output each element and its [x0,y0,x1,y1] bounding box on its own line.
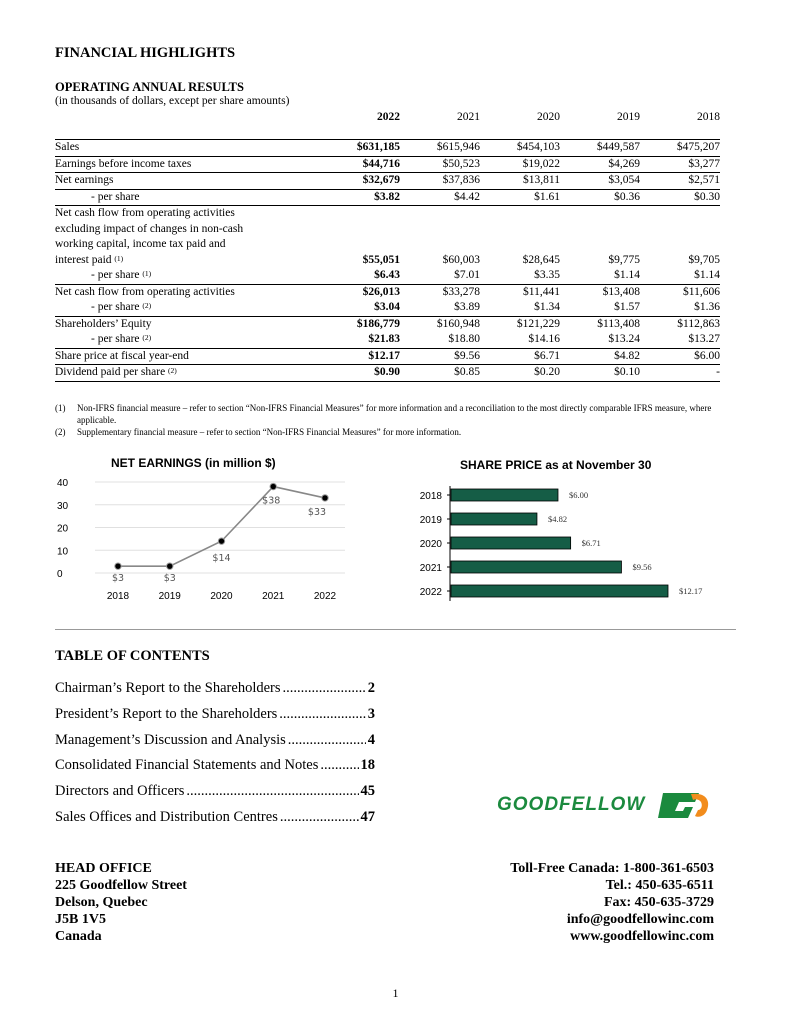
cell-value: $454,103 [480,140,560,157]
cell-value: $615,946 [400,140,480,157]
row-label-text: Net cash flow from operating activities [55,285,235,298]
data-label: $3 [163,573,176,585]
toc-item[interactable] [55,783,375,809]
cell-value: $475,207 [640,140,720,157]
cell-value: $186,779 [356,317,400,330]
toc-item-label: President’s Report to the Shareholders [55,705,278,722]
footnote-number: (2) [55,427,66,437]
toc-leader [280,809,359,826]
head-office-title: HEAD OFFICE [55,861,152,876]
cell-value: $6.43 [322,268,400,284]
cell-value: $19,022 [480,156,560,173]
footnote-text: Supplementary financial measure – refer to section “Non-IFRS Financial Measures” for more information. [77,427,462,437]
y-tick-label: 40 [57,478,69,489]
table-row [55,300,720,316]
footnote-ref: (1) [114,253,124,263]
row-label-text: - per share [91,333,140,345]
cell-value: $1.34 [480,300,560,316]
toc-item-label: Management’s Discussion and Analysis [55,731,286,748]
cell-value: $50,523 [400,156,480,173]
results-subheading: (in thousands of dollars, except per share amounts) [55,95,290,107]
table-row [55,189,720,206]
row-label [55,268,322,284]
cell-value: - [640,365,720,382]
toc-item-page: 45 [360,783,375,800]
y-tick-label: 30 [57,500,69,512]
cell-value: $33,278 [442,285,480,298]
contact-line: www.goodfellowinc.com [570,929,714,944]
contact-line: info@goodfellowinc.com [566,912,714,927]
bar [451,513,537,525]
table-row [55,268,720,284]
cell-value: $21.83 [322,332,400,348]
cell-value: $13,408 [602,285,640,298]
cell-value: $4,269 [560,156,640,173]
year-header: 2021 [457,111,480,123]
cell-value: $3.82 [322,189,400,206]
page-number: 1 [392,986,399,1000]
head-office-address [55,860,187,945]
year-header: 2020 [537,111,560,123]
footnote-ref: (2) [142,333,152,342]
cell-value: $12.17 [322,348,400,365]
data-label: $3 [111,573,125,585]
cell-value: $0.30 [640,189,720,206]
data-label: $6.00 [568,490,589,500]
toc-item-page: 4 [367,731,375,748]
category-label: 2021 [419,563,442,574]
cell-value: $6.00 [640,348,720,365]
row-label-text: Dividend paid per share [55,366,166,378]
row-label-line: Net cash flow from operating activities [55,207,235,219]
logo-elephant-icon [691,794,708,817]
results-heading: OPERATING ANNUAL RESULTS [55,80,244,94]
cell-value: $11,606 [683,285,720,298]
address-line: Delson, Quebec [55,895,148,910]
data-point [270,483,276,489]
row-label-text: - per share [91,190,140,203]
cell-value: $3,054 [560,173,640,190]
data-label: $38 [262,495,281,507]
data-label: $4.82 [547,514,568,524]
category-label: 2018 [419,491,442,502]
year-header: 2019 [617,111,640,123]
cell-value: $26,013 [362,285,400,298]
data-label: $33 [307,506,327,518]
contact-line: Tel.: 450-635-6511 [605,878,714,893]
toc-leader [186,783,358,800]
share-price-chart-title: SHARE PRICE as at November 30 [460,458,652,472]
cell-value: $3,277 [640,156,720,173]
footnote-ref: (2) [142,301,152,310]
cell-value: $0.90 [322,365,400,382]
cell-value: $160,948 [436,317,480,330]
cell-value: $13.27 [640,332,720,348]
cell-value: $60,003 [442,253,480,266]
table-row [55,173,720,190]
cell-value: $0.10 [560,365,640,382]
bar [451,489,558,501]
toc-item[interactable] [55,706,375,732]
row-label [55,156,322,173]
row-label [55,316,322,332]
footnote [55,426,735,438]
toc-item[interactable] [55,732,375,758]
toc-leader [283,680,366,697]
cell-value: $9,705 [688,253,720,266]
y-tick-label: 10 [57,546,69,558]
x-tick-label: 2019 [158,591,181,602]
table-row [55,284,720,300]
cell-value: $32,679 [322,173,400,190]
toc-item[interactable] [55,809,375,835]
row-label-text: Shareholders’ Equity [55,317,152,330]
category-label: 2022 [419,587,442,598]
cell-value: $13.24 [560,332,640,348]
data-point [218,538,224,544]
y-tick-label: 20 [57,523,69,535]
year-header: 2022 [377,111,400,123]
cell-value: $13,811 [480,173,560,190]
row-label [55,348,322,365]
row-label [55,284,322,300]
table-row [55,206,720,269]
address-line: 225 Goodfellow Street [55,878,187,893]
table-of-contents [55,680,375,835]
row-label-text: Sales [55,141,80,153]
year-header: 2018 [697,111,720,123]
toc-item-label: Chairman’s Report to the Shareholders [55,680,281,696]
data-point [322,495,328,501]
cell-value: $631,185 [322,140,400,157]
table-row [55,156,720,173]
data-label: $12.17 [679,586,703,596]
row-label-line: interest paid [55,253,112,266]
footnote-number: (1) [55,403,66,413]
goodfellow-logo [495,788,715,827]
cell-value: $0.20 [480,365,560,382]
toc-item[interactable] [55,757,375,783]
cell-value: $4.82 [560,348,640,365]
net-earnings-chart [55,470,355,610]
toc-item-page: 18 [360,757,375,774]
cell-value: $0.85 [400,365,480,382]
results-table [55,110,720,382]
toc-item-label: Sales Offices and Distribution Centres [55,808,278,825]
cell-value: $112,863 [677,317,720,330]
row-label [55,140,322,157]
row-label-text: - per share [91,269,140,281]
table-row [55,316,720,332]
toc-title: TABLE OF CONTENTS [55,648,210,664]
cell-value: $14.16 [480,332,560,348]
table-row [55,332,720,348]
y-tick-label: 0 [57,569,63,580]
cell-value: $55,051 [362,253,400,266]
footnotes [55,402,735,438]
row-label [55,173,322,190]
row-label [55,206,322,269]
cell-value: $18.80 [400,332,480,348]
cell-value: $37,836 [400,173,480,190]
logo-wordmark: GOODFELLOW [497,794,646,815]
x-tick-label: 2021 [262,591,285,602]
x-tick-label: 2018 [106,591,130,602]
x-tick-label: 2022 [313,591,337,602]
bar [451,537,571,549]
share-price-chart [400,480,730,605]
toc-item-label: Consolidated Financial Statements and Notes [55,757,319,774]
row-label-text: - per share [91,301,140,313]
row-label [55,332,322,348]
footnote [55,402,735,426]
contact-line: Fax: 450-635-3729 [603,895,714,910]
category-label: 2020 [419,539,442,550]
cell-value: $1.61 [480,189,560,206]
footnote-text: Non-IFRS financial measure – refer to section “Non-IFRS Financial Measures” for more information and a reconciliation to the most directly comparable IFRS measure, where applicable. [77,403,712,425]
cell-value: $1.14 [640,268,720,284]
cell-value: $3.04 [322,300,400,316]
contact-info [510,860,714,945]
data-label: $6.71 [581,538,601,548]
contact-line: Toll-Free Canada: 1-800-361-6503 [510,861,714,876]
category-label: 2019 [419,515,442,526]
toc-item-label: Directors and Officers [55,783,185,800]
row-label-line: working capital, income tax paid and [55,238,226,250]
cell-value: $0.36 [560,189,640,206]
toc-item[interactable] [55,680,375,706]
row-label [55,189,322,206]
cell-value: $1.57 [560,300,640,316]
table-row [55,140,720,157]
data-label: $9.56 [632,562,652,572]
x-tick-label: 2020 [210,591,233,602]
toc-item-page: 2 [367,680,375,696]
cell-value: $1.36 [640,300,720,316]
cell-value: $28,645 [522,253,560,266]
table-header-row [55,110,720,132]
toc-leader [279,706,365,723]
cell-value: $6.71 [480,348,560,365]
section-divider [55,629,736,630]
row-label [55,300,322,316]
toc-leader [288,732,366,749]
data-point [115,563,121,569]
data-label: $14 [212,553,231,565]
toc-item-page: 47 [360,808,375,825]
table-row [55,348,720,365]
footnote-ref: (2) [168,366,177,375]
row-label-text: Earnings before income taxes [55,157,192,170]
cell-value: $3.35 [480,268,560,284]
net-earnings-chart-title: NET EARNINGS (in million $) [111,456,276,470]
cell-value: $121,229 [516,317,560,330]
address-line: Canada [55,929,102,944]
address-line: J5B 1V5 [55,912,106,927]
row-label [55,365,322,382]
cell-value: $1.14 [560,268,640,284]
cell-value: $7.01 [400,268,480,284]
row-label-text: Net earnings [55,174,114,186]
toc-leader [320,757,358,774]
toc-item-page: 3 [367,705,375,722]
cell-value: $113,408 [597,317,640,330]
row-label-text: Share price at fiscal year-end [55,349,189,362]
bar [451,561,621,573]
page-title: FINANCIAL HIGHLIGHTS [55,45,236,61]
cell-value: $11,441 [523,285,560,298]
cell-value: $9,775 [608,253,640,266]
cell-value: $2,571 [640,173,720,190]
table-row [55,365,720,382]
cell-value: $9.56 [400,348,480,365]
data-point [167,563,173,569]
footnote-ref: (1) [142,269,152,278]
cell-value: $4.42 [400,189,480,206]
bar [451,585,668,597]
cell-value: $44,716 [322,156,400,173]
cell-value: $3.89 [400,300,480,316]
row-label-line: excluding impact of changes in non-cash [55,222,244,235]
cell-value: $449,587 [560,140,640,157]
